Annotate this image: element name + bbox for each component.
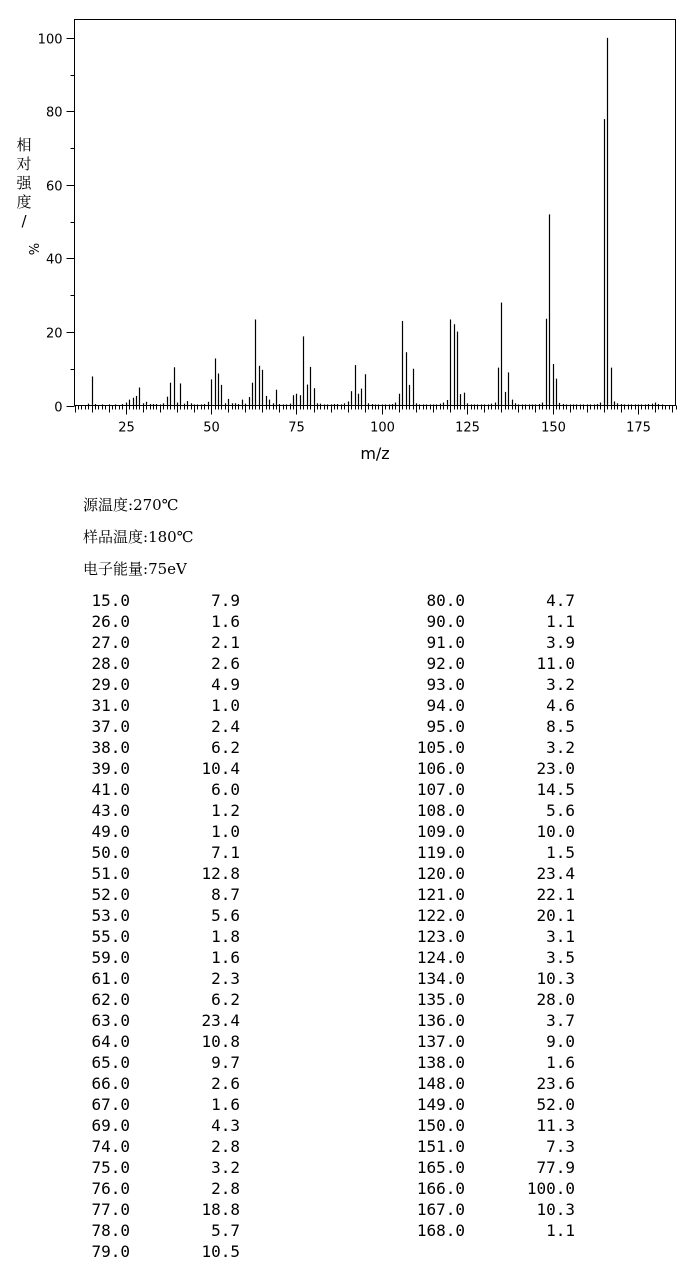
mz-value: 91.0 — [426, 633, 465, 652]
intensity-value: 23.4 — [201, 1011, 240, 1030]
intensity-value: 1.6 — [211, 612, 240, 631]
mz-value: 49.0 — [91, 822, 130, 841]
table-row — [410, 821, 575, 842]
table-row — [410, 1094, 575, 1115]
mz-value: 123.0 — [416, 927, 465, 946]
sample-temperature-label: 样品温度 — [83, 528, 144, 546]
intensity-value: 1.0 — [211, 822, 240, 841]
mz-value: 66.0 — [91, 1074, 130, 1093]
y-axis — [38, 33, 75, 416]
table-row — [86, 905, 240, 926]
mz-value: 149.0 — [416, 1095, 465, 1114]
intensity-value: 4.6 — [546, 696, 575, 715]
y-tick-label: 80 — [45, 105, 63, 121]
x-tick-label: 150 — [541, 420, 566, 436]
sample-temperature: 样品温度:180℃ — [83, 528, 194, 546]
mz-value: 165.0 — [416, 1158, 465, 1177]
mz-value: 50.0 — [91, 843, 130, 862]
intensity-value: 3.2 — [211, 1158, 240, 1177]
intensity-value: 10.4 — [201, 759, 240, 778]
table-row — [410, 1220, 575, 1241]
mz-value: 64.0 — [91, 1032, 130, 1051]
table-row — [86, 611, 240, 632]
mz-value: 62.0 — [91, 990, 130, 1009]
table-row — [86, 758, 240, 779]
sample-temperature-value: 180℃ — [148, 528, 194, 546]
y-tick-label: 60 — [45, 179, 63, 195]
y-axis-label-char: 强 — [16, 174, 32, 192]
table-row — [410, 695, 575, 716]
table-row — [410, 800, 575, 821]
mz-value: 122.0 — [416, 906, 465, 925]
table-row — [86, 1052, 240, 1073]
mz-value: 39.0 — [91, 759, 130, 778]
intensity-value: 18.8 — [201, 1200, 240, 1219]
table-row — [86, 1178, 240, 1199]
intensity-value: 3.9 — [546, 633, 575, 652]
table-row — [86, 821, 240, 842]
intensity-value: 11.3 — [536, 1116, 575, 1135]
intensity-value: 10.0 — [536, 822, 575, 841]
intensity-value: 10.3 — [536, 969, 575, 988]
table-row — [86, 1241, 240, 1262]
mz-value: 74.0 — [91, 1137, 130, 1156]
mz-value: 119.0 — [416, 843, 465, 862]
table-row — [410, 989, 575, 1010]
table-row — [86, 632, 240, 653]
intensity-value: 3.7 — [546, 1011, 575, 1030]
mz-value: 92.0 — [426, 654, 465, 673]
intensity-value: 1.1 — [546, 612, 575, 631]
mz-value: 107.0 — [416, 780, 465, 799]
intensity-value: 5.6 — [546, 801, 575, 820]
mz-value: 134.0 — [416, 969, 465, 988]
table-row — [86, 884, 240, 905]
electron-energy: 电子能量:75eV — [83, 560, 187, 578]
table-row — [410, 737, 575, 758]
mz-value: 55.0 — [91, 927, 130, 946]
peak-bars — [89, 38, 663, 406]
table-row — [410, 758, 575, 779]
table-row — [86, 779, 240, 800]
mz-value: 43.0 — [91, 801, 130, 820]
intensity-value: 1.6 — [546, 1053, 575, 1072]
mz-value: 124.0 — [416, 948, 465, 967]
mz-value: 67.0 — [91, 1095, 130, 1114]
intensity-value: 8.7 — [211, 885, 240, 904]
intensity-value: 1.1 — [546, 1221, 575, 1240]
plot-frame — [75, 20, 676, 406]
mz-value: 63.0 — [91, 1011, 130, 1030]
intensity-value: 2.8 — [211, 1179, 240, 1198]
mz-value: 138.0 — [416, 1053, 465, 1072]
table-row — [410, 674, 575, 695]
intensity-value: 20.1 — [536, 906, 575, 925]
source-temperature-label: 源温度 — [83, 496, 129, 514]
table-row — [86, 1094, 240, 1115]
intensity-value: 11.0 — [536, 654, 575, 673]
intensity-value: 22.1 — [536, 885, 575, 904]
intensity-value: 3.2 — [546, 675, 575, 694]
table-row — [86, 1157, 240, 1178]
table-row — [410, 863, 575, 884]
mz-value: 106.0 — [416, 759, 465, 778]
mz-value: 95.0 — [426, 717, 465, 736]
mz-value: 93.0 — [426, 675, 465, 694]
intensity-value: 1.8 — [211, 927, 240, 946]
acquisition-conditions — [83, 493, 194, 589]
intensity-value: 1.6 — [211, 1095, 240, 1114]
mz-value: 15.0 — [91, 591, 130, 610]
table-row — [410, 1115, 575, 1136]
table-row — [410, 1199, 575, 1220]
mz-value: 78.0 — [91, 1221, 130, 1240]
mz-value: 94.0 — [426, 696, 465, 715]
mz-value: 59.0 — [91, 948, 130, 967]
mz-value: 166.0 — [416, 1179, 465, 1198]
x-tick-label: 175 — [626, 420, 651, 436]
x-minor-ticks — [76, 406, 677, 413]
intensity-value: 2.8 — [211, 1137, 240, 1156]
intensity-value: 6.0 — [211, 780, 240, 799]
y-axis-label-char: 对 — [16, 155, 32, 173]
mz-value: 137.0 — [416, 1032, 465, 1051]
intensity-value: 23.6 — [536, 1074, 575, 1093]
intensity-value: 2.1 — [211, 633, 240, 652]
mz-value: 90.0 — [426, 612, 465, 631]
mz-value: 151.0 — [416, 1137, 465, 1156]
x-tick-label: 75 — [288, 420, 305, 436]
mz-value: 41.0 — [91, 780, 130, 799]
table-row — [86, 989, 240, 1010]
intensity-value: 4.3 — [211, 1116, 240, 1135]
y-axis-label-char: 相 — [16, 136, 32, 154]
intensity-value: 1.2 — [211, 801, 240, 820]
table-row — [86, 695, 240, 716]
y-axis-label-char: 度 — [16, 193, 32, 211]
intensity-value: 6.2 — [211, 990, 240, 1009]
y-tick-label: 40 — [45, 252, 63, 268]
table-row — [410, 632, 575, 653]
mz-value: 51.0 — [91, 864, 130, 883]
mz-value: 108.0 — [416, 801, 465, 820]
y-axis-label-unit: % — [25, 242, 40, 256]
mz-value: 148.0 — [416, 1074, 465, 1093]
intensity-value: 10.8 — [201, 1032, 240, 1051]
intensity-value: 8.5 — [546, 717, 575, 736]
mz-value: 26.0 — [91, 612, 130, 631]
x-tick-label: 100 — [370, 420, 395, 436]
electron-energy-label: 电子能量 — [83, 560, 144, 578]
intensity-value: 2.6 — [211, 654, 240, 673]
intensity-value: 52.0 — [536, 1095, 575, 1114]
mz-value: 105.0 — [416, 738, 465, 757]
source-temperature: 源温度:270℃ — [83, 496, 179, 514]
table-row — [410, 716, 575, 737]
intensity-value: 6.2 — [211, 738, 240, 757]
intensity-value: 5.6 — [211, 906, 240, 925]
intensity-value: 7.1 — [211, 843, 240, 862]
mz-value: 75.0 — [91, 1158, 130, 1177]
table-row — [86, 1199, 240, 1220]
electron-energy-value: 75eV — [148, 560, 187, 578]
table-row — [410, 611, 575, 632]
table-row — [410, 905, 575, 926]
intensity-value: 77.9 — [536, 1158, 575, 1177]
intensity-value: 3.1 — [546, 927, 575, 946]
table-row — [410, 590, 575, 611]
intensity-value: 23.4 — [536, 864, 575, 883]
intensity-value: 2.4 — [211, 717, 240, 736]
peak-table-left — [86, 590, 240, 1262]
x-tick-label: 50 — [203, 420, 220, 436]
table-row — [86, 842, 240, 863]
table-row — [86, 1031, 240, 1052]
mz-value: 76.0 — [91, 1179, 130, 1198]
mz-value: 61.0 — [91, 969, 130, 988]
x-tick-label: 125 — [455, 420, 480, 436]
table-row — [410, 926, 575, 947]
x-tick-label: 25 — [118, 420, 135, 436]
mz-value: 167.0 — [416, 1200, 465, 1219]
table-row — [86, 1115, 240, 1136]
y-axis-label-char: / — [21, 212, 27, 230]
table-row — [86, 590, 240, 611]
table-row — [86, 800, 240, 821]
mz-value: 77.0 — [91, 1200, 130, 1219]
intensity-value: 2.6 — [211, 1074, 240, 1093]
mz-value: 136.0 — [416, 1011, 465, 1030]
table-row — [410, 779, 575, 800]
table-row — [410, 1031, 575, 1052]
mz-value: 27.0 — [91, 633, 130, 652]
mz-value: 80.0 — [426, 591, 465, 610]
intensity-value: 10.3 — [536, 1200, 575, 1219]
mz-value: 28.0 — [91, 654, 130, 673]
intensity-value: 4.7 — [546, 591, 575, 610]
table-row — [86, 1073, 240, 1094]
table-row — [410, 653, 575, 674]
table-row — [410, 1157, 575, 1178]
x-axis-label: m/z — [360, 444, 390, 463]
intensity-value: 7.9 — [211, 591, 240, 610]
mz-value: 53.0 — [91, 906, 130, 925]
mz-value: 109.0 — [416, 822, 465, 841]
table-row — [86, 1136, 240, 1157]
mz-value: 79.0 — [91, 1242, 130, 1261]
table-row — [86, 737, 240, 758]
mz-value: 52.0 — [91, 885, 130, 904]
table-row — [86, 863, 240, 884]
intensity-value: 7.3 — [546, 1137, 575, 1156]
table-row — [410, 1178, 575, 1199]
table-row — [86, 1220, 240, 1241]
x-axis — [118, 406, 651, 436]
intensity-value: 12.8 — [201, 864, 240, 883]
table-row — [86, 1010, 240, 1031]
mz-value: 120.0 — [416, 864, 465, 883]
mz-value: 31.0 — [91, 696, 130, 715]
mz-value: 135.0 — [416, 990, 465, 1009]
source-temperature-value: 270℃ — [133, 496, 179, 514]
table-row — [410, 884, 575, 905]
intensity-value: 5.7 — [211, 1221, 240, 1240]
mass-spectrum-chart — [0, 0, 687, 470]
table-row — [86, 968, 240, 989]
mz-value: 168.0 — [416, 1221, 465, 1240]
table-row — [86, 926, 240, 947]
peak-table-right — [410, 590, 575, 1241]
table-row — [410, 1073, 575, 1094]
y-tick-label: 0 — [54, 400, 63, 416]
intensity-value: 10.5 — [201, 1242, 240, 1261]
table-row — [410, 1010, 575, 1031]
intensity-value: 2.3 — [211, 969, 240, 988]
mz-value: 69.0 — [91, 1116, 130, 1135]
y-axis-label — [16, 136, 40, 255]
table-row — [86, 947, 240, 968]
table-row — [410, 947, 575, 968]
y-tick-label: 100 — [37, 32, 63, 48]
table-row — [86, 716, 240, 737]
mz-value: 150.0 — [416, 1116, 465, 1135]
table-row — [410, 1052, 575, 1073]
table-row — [410, 1136, 575, 1157]
mz-value: 38.0 — [91, 738, 130, 757]
mz-value: 65.0 — [91, 1053, 130, 1072]
table-row — [410, 842, 575, 863]
intensity-value: 14.5 — [536, 780, 575, 799]
mz-value: 29.0 — [91, 675, 130, 694]
mz-value: 121.0 — [416, 885, 465, 904]
intensity-value: 23.0 — [536, 759, 575, 778]
intensity-value: 3.5 — [546, 948, 575, 967]
intensity-value: 1.0 — [211, 696, 240, 715]
mz-value: 37.0 — [91, 717, 130, 736]
intensity-value: 9.7 — [211, 1053, 240, 1072]
intensity-value: 9.0 — [546, 1032, 575, 1051]
table-row — [86, 674, 240, 695]
intensity-value: 1.5 — [546, 843, 575, 862]
table-row — [410, 968, 575, 989]
intensity-value: 4.9 — [211, 675, 240, 694]
intensity-value: 28.0 — [536, 990, 575, 1009]
table-row — [86, 653, 240, 674]
intensity-value: 1.6 — [211, 948, 240, 967]
intensity-value: 3.2 — [546, 738, 575, 757]
y-tick-label: 20 — [45, 326, 63, 342]
intensity-value: 100.0 — [526, 1179, 575, 1198]
